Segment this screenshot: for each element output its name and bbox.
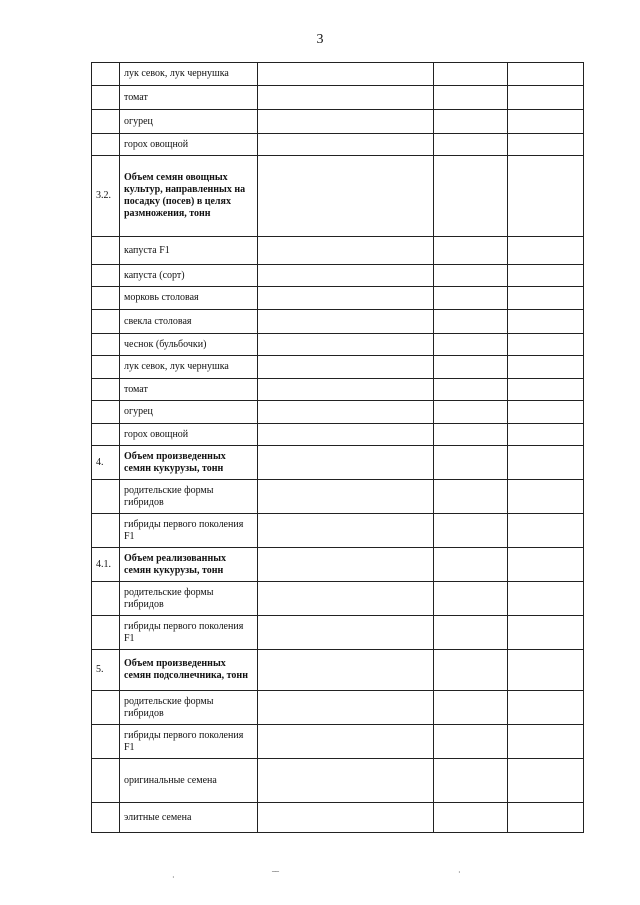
empty-cell — [258, 237, 434, 265]
empty-cell — [258, 759, 434, 803]
table-row — [92, 110, 584, 134]
empty-cell — [508, 401, 584, 424]
empty-cell — [508, 650, 584, 691]
empty-cell — [434, 446, 508, 480]
empty-cell — [434, 287, 508, 310]
empty-cell — [434, 237, 508, 265]
empty-cell — [434, 86, 508, 110]
table-row — [92, 582, 584, 616]
table-row — [92, 691, 584, 725]
empty-cell — [508, 156, 584, 237]
empty-cell — [434, 156, 508, 237]
empty-cell — [434, 480, 508, 514]
empty-cell — [258, 514, 434, 548]
row-number — [92, 287, 120, 310]
row-number: 3.2. — [92, 156, 120, 237]
empty-cell — [434, 379, 508, 401]
row-label: свекла столовая — [120, 310, 258, 334]
section-heading: Объем произведенных семян подсолнечника, тонн — [120, 650, 258, 691]
table-row — [92, 616, 584, 650]
row-label: огурец — [120, 110, 258, 134]
row-number — [92, 63, 120, 86]
row-label: гибриды первого поколения F1 — [120, 616, 258, 650]
empty-cell — [434, 134, 508, 156]
row-number — [92, 725, 120, 759]
table-row — [92, 759, 584, 803]
scan-speck: ‒‒ — [272, 866, 278, 875]
row-number — [92, 691, 120, 725]
row-number — [92, 759, 120, 803]
empty-cell — [258, 691, 434, 725]
empty-cell — [258, 582, 434, 616]
row-number — [92, 110, 120, 134]
row-number — [92, 334, 120, 356]
table-row — [92, 287, 584, 310]
empty-cell — [258, 287, 434, 310]
empty-cell — [508, 691, 584, 725]
report-table-body — [92, 63, 584, 833]
empty-cell — [258, 310, 434, 334]
row-label: горох овощной — [120, 134, 258, 156]
empty-cell — [258, 110, 434, 134]
table-row — [92, 310, 584, 334]
empty-cell — [508, 514, 584, 548]
row-label: капуста (сорт) — [120, 265, 258, 287]
empty-cell — [258, 616, 434, 650]
section-heading: Объем произведенных семян кукурузы, тонн — [120, 446, 258, 480]
empty-cell — [508, 86, 584, 110]
row-number: 5. — [92, 650, 120, 691]
empty-cell — [258, 424, 434, 446]
row-number: 4.1. — [92, 548, 120, 582]
report-table — [91, 62, 584, 833]
row-number — [92, 265, 120, 287]
empty-cell — [258, 480, 434, 514]
table-row — [92, 334, 584, 356]
row-label: гибриды первого поколения F1 — [120, 725, 258, 759]
empty-cell — [508, 287, 584, 310]
empty-cell — [508, 446, 584, 480]
empty-cell — [434, 514, 508, 548]
empty-cell — [508, 725, 584, 759]
table-row — [92, 803, 584, 833]
row-label: лук севок, лук чернушка — [120, 356, 258, 379]
empty-cell — [508, 237, 584, 265]
table-row — [92, 156, 584, 237]
row-label: родительские формы гибридов — [120, 480, 258, 514]
row-label: морковь столовая — [120, 287, 258, 310]
empty-cell — [434, 759, 508, 803]
table-row — [92, 650, 584, 691]
empty-cell — [434, 616, 508, 650]
empty-cell — [258, 401, 434, 424]
empty-cell — [508, 63, 584, 86]
empty-cell — [434, 110, 508, 134]
empty-cell — [508, 265, 584, 287]
empty-cell — [434, 63, 508, 86]
scan-speck: · — [458, 868, 461, 877]
row-label: чеснок (бульбочки) — [120, 334, 258, 356]
row-number — [92, 356, 120, 379]
empty-cell — [258, 803, 434, 833]
row-label: лук севок, лук чернушка — [120, 63, 258, 86]
row-number — [92, 514, 120, 548]
table-row — [92, 446, 584, 480]
table-row — [92, 548, 584, 582]
empty-cell — [508, 803, 584, 833]
table-row — [92, 86, 584, 110]
table-row — [92, 480, 584, 514]
row-label: капуста F1 — [120, 237, 258, 265]
empty-cell — [258, 650, 434, 691]
empty-cell — [258, 265, 434, 287]
table-row — [92, 401, 584, 424]
empty-cell — [508, 334, 584, 356]
row-number — [92, 480, 120, 514]
empty-cell — [508, 356, 584, 379]
empty-cell — [258, 548, 434, 582]
section-heading: Объем семян овощных культур, направленных на посадку (посев) в целях размножения, тонн — [120, 156, 258, 237]
empty-cell — [434, 356, 508, 379]
empty-cell — [508, 759, 584, 803]
row-label: горох овощной — [120, 424, 258, 446]
empty-cell — [508, 110, 584, 134]
row-label: томат — [120, 379, 258, 401]
row-number — [92, 310, 120, 334]
table-row — [92, 379, 584, 401]
empty-cell — [508, 424, 584, 446]
row-label: оригинальные семена — [120, 759, 258, 803]
empty-cell — [508, 379, 584, 401]
table-row — [92, 134, 584, 156]
empty-cell — [258, 63, 434, 86]
empty-cell — [508, 480, 584, 514]
empty-cell — [258, 156, 434, 237]
row-number — [92, 379, 120, 401]
empty-cell — [434, 582, 508, 616]
empty-cell — [258, 725, 434, 759]
empty-cell — [434, 548, 508, 582]
row-label: родительские формы гибридов — [120, 582, 258, 616]
row-label: гибриды первого поколения F1 — [120, 514, 258, 548]
empty-cell — [508, 582, 584, 616]
empty-cell — [258, 356, 434, 379]
empty-cell — [258, 86, 434, 110]
empty-cell — [434, 650, 508, 691]
empty-cell — [434, 424, 508, 446]
section-heading: Объем реализованных семян кукурузы, тонн — [120, 548, 258, 582]
row-number — [92, 582, 120, 616]
empty-cell — [508, 310, 584, 334]
empty-cell — [434, 334, 508, 356]
table-row — [92, 725, 584, 759]
empty-cell — [258, 446, 434, 480]
table-row — [92, 265, 584, 287]
empty-cell — [258, 334, 434, 356]
table-row — [92, 356, 584, 379]
empty-cell — [434, 401, 508, 424]
empty-cell — [508, 616, 584, 650]
table-row — [92, 514, 584, 548]
row-label: томат — [120, 86, 258, 110]
empty-cell — [434, 265, 508, 287]
empty-cell — [434, 725, 508, 759]
row-label: родительские формы гибридов — [120, 691, 258, 725]
empty-cell — [508, 134, 584, 156]
row-label: элитные семена — [120, 803, 258, 833]
table-row — [92, 63, 584, 86]
row-number — [92, 86, 120, 110]
row-number — [92, 134, 120, 156]
row-number — [92, 237, 120, 265]
row-number — [92, 424, 120, 446]
table-row — [92, 237, 584, 265]
empty-cell — [258, 379, 434, 401]
empty-cell — [508, 548, 584, 582]
empty-cell — [434, 310, 508, 334]
scan-speck: · — [172, 873, 175, 882]
empty-cell — [258, 134, 434, 156]
row-number — [92, 401, 120, 424]
page-number: 3 — [316, 32, 324, 47]
row-label: огурец — [120, 401, 258, 424]
empty-cell — [434, 803, 508, 833]
empty-cell — [434, 691, 508, 725]
row-number — [92, 616, 120, 650]
row-number — [92, 803, 120, 833]
table-row — [92, 424, 584, 446]
row-number: 4. — [92, 446, 120, 480]
